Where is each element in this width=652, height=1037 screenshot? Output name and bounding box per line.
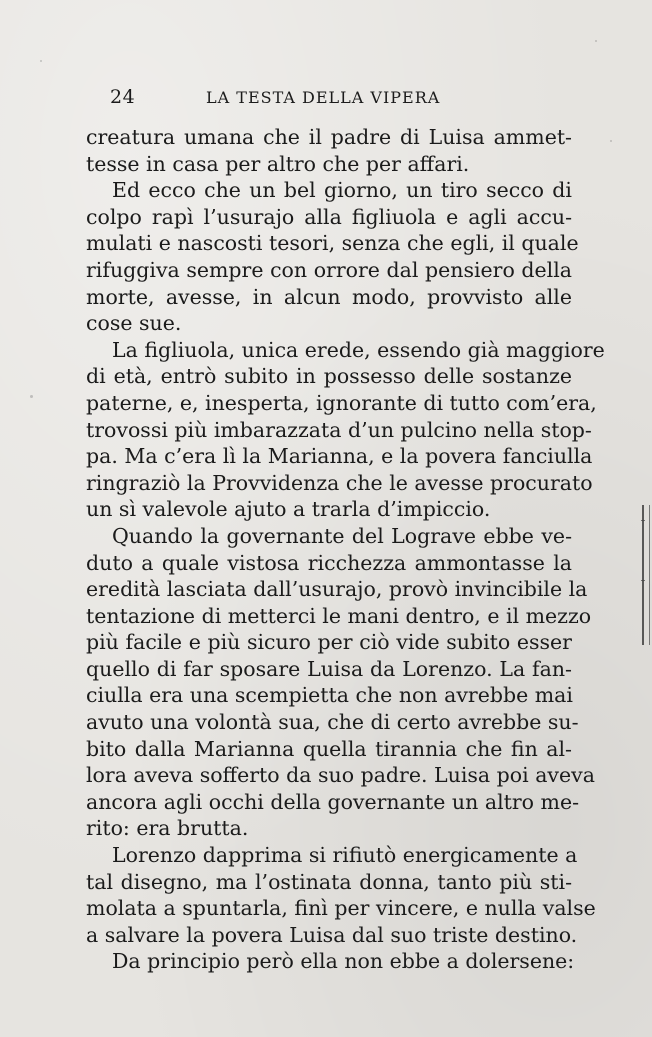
page-number: 24 — [110, 86, 136, 108]
text-line: tal disegno, ma l’ostinata donna, tanto più sti- — [86, 869, 572, 894]
text-line: La figliuola, unica erede, essendo già maggiore — [112, 337, 605, 362]
running-title: LA TESTA DELLA VIPERA — [206, 88, 441, 107]
page-edge-shadow — [642, 505, 650, 645]
text-line: duto a quale vistosa ricchezza ammontasse la — [86, 550, 572, 575]
paper-speck — [610, 140, 612, 142]
text-line: eredità lasciata dall’usurajo, provò invincibile la — [86, 577, 588, 602]
body-text — [86, 124, 605, 975]
text-line: tesse in casa per altro che per affari. — [86, 151, 470, 176]
text-line: rifuggiva sempre con orrore dal pensiero della — [86, 257, 572, 282]
text-line: trovossi più imbarazzata d’un pulcino nella stop- — [86, 417, 592, 442]
text-line: più facile e più sicuro per ciò vide subito esser — [86, 630, 572, 655]
page-edge-tick — [641, 520, 645, 521]
text-line: a salvare la povera Luisa dal suo triste destino. — [86, 922, 578, 947]
text-line: Quando la governante del Lograve ebbe ve- — [112, 523, 572, 548]
running-header — [110, 86, 570, 110]
text-line: tentazione di metterci le mani dentro, e il mezzo — [86, 603, 592, 628]
text-line: quello di far sposare Luisa da Lorenzo. La fan- — [86, 656, 572, 681]
text-line: ringraziò la Provvidenza che le avesse procurato — [86, 470, 593, 495]
text-line: rito: era brutta. — [86, 816, 249, 841]
page-edge-tick — [641, 580, 645, 581]
text-line: lora aveva sofferto da suo padre. Luisa poi aveva — [86, 763, 595, 788]
text-line: Ed ecco che un bel giorno, un tiro secco di — [112, 178, 572, 203]
text-line: creatura umana che il padre di Luisa ammet- — [86, 125, 572, 149]
text-line: bito dalla Marianna quella tirannia che fin al- — [86, 736, 572, 761]
text-line: Da principio però ella non ebbe a dolersene: — [112, 949, 575, 974]
text-line: paterne, e, inesperta, ignorante di tutto com’era, — [86, 390, 597, 415]
text-line: molata a spuntarla, finì per vincere, e nulla valse — [86, 896, 596, 921]
text-line: avuto una volontà sua, che di certo avrebbe su- — [86, 710, 579, 735]
paper-speck — [30, 395, 33, 398]
text-line: ciulla era una scempietta che non avrebbe mai — [86, 683, 573, 708]
text-line: Lorenzo dapprima si rifiutò energicamente a — [112, 843, 578, 868]
text-line: un sì valevole ajuto a trarla d’impiccio. — [86, 497, 491, 522]
text-line: cose sue. — [86, 311, 182, 336]
paper-speck — [595, 40, 597, 42]
paper-speck — [40, 60, 42, 62]
text-line: ancora agli occhi della governante un altro me- — [86, 789, 580, 814]
text-line: mulati e nascosti tesori, senza che egli, il quale — [86, 231, 579, 256]
text-line: colpo rapì l’usurajo alla figliuola e agli accu- — [86, 204, 572, 229]
text-line: morte, avesse, in alcun modo, provvisto alle — [86, 284, 572, 309]
text-line: pa. Ma c’era lì la Marianna, e la povera fanciulla — [86, 444, 593, 469]
text-line: di età, entrò subito in possesso delle sostanze — [86, 364, 572, 389]
